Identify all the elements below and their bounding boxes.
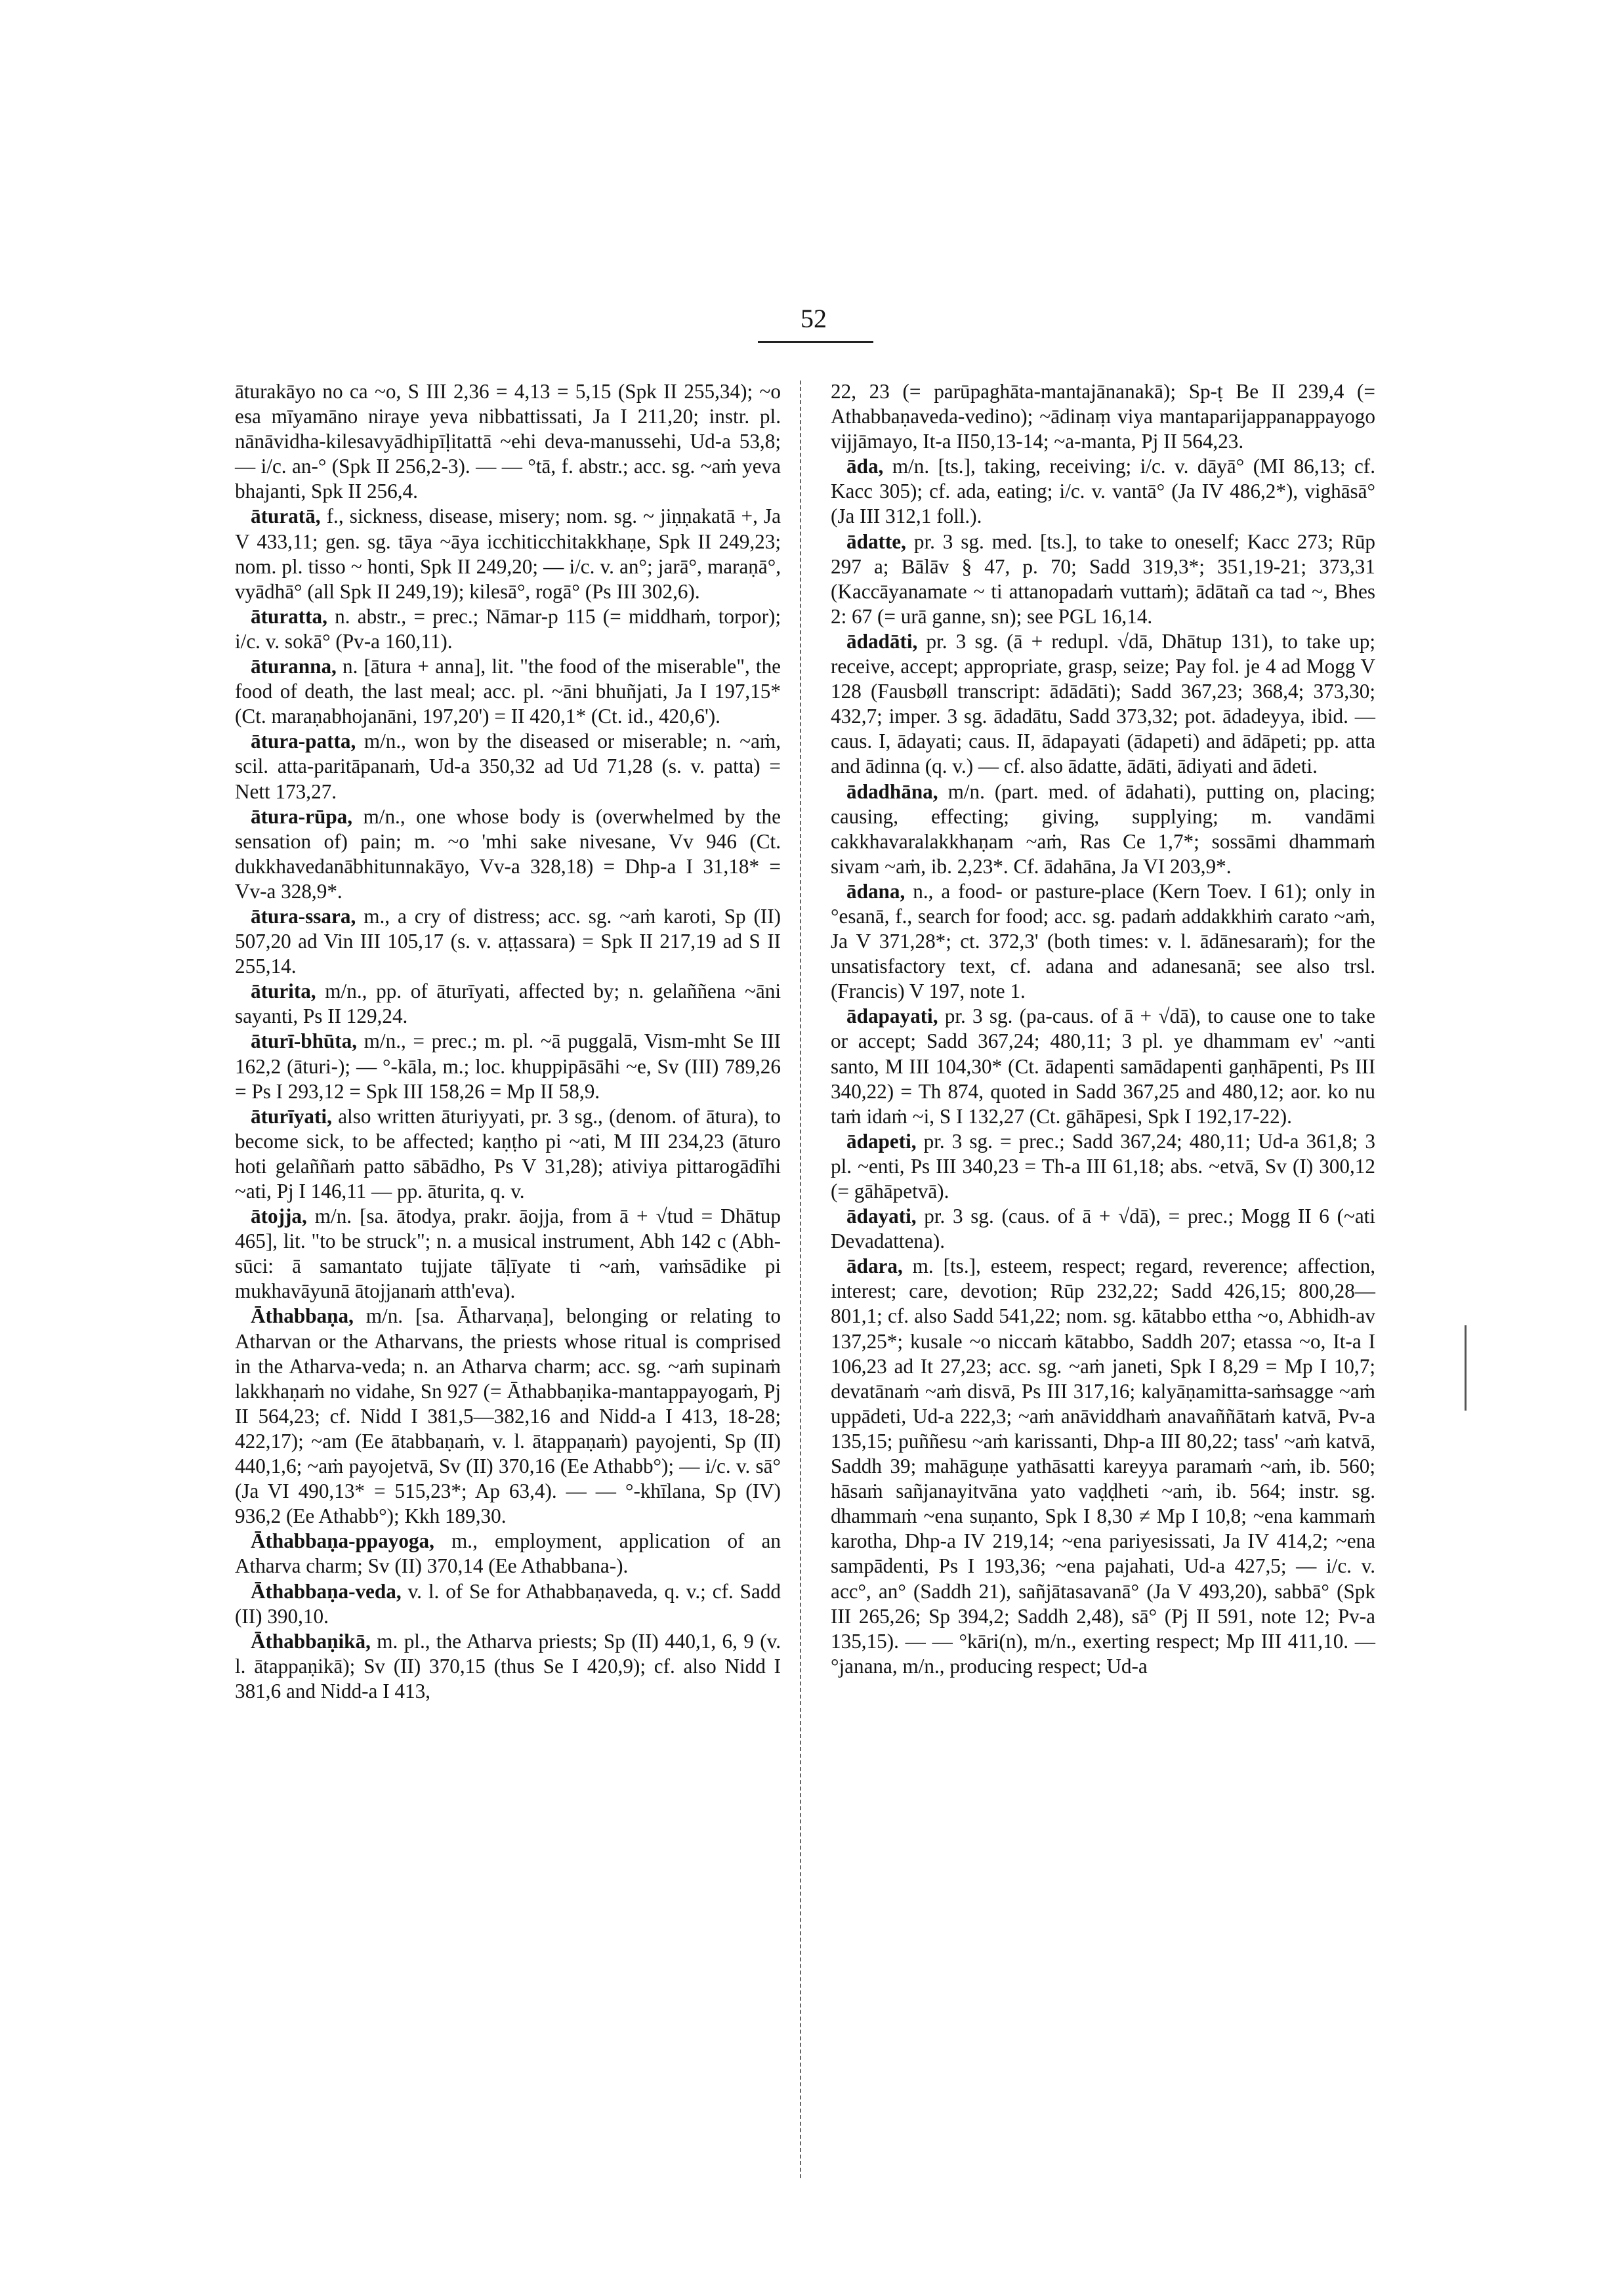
dictionary-entry bbox=[831, 529, 1375, 629]
entry-headword: ātura-rūpa, bbox=[251, 804, 353, 828]
entry-headword: ādayati, bbox=[846, 1205, 917, 1228]
entry-headword: āturīyati, bbox=[251, 1104, 332, 1128]
entry-text: m/n. [sa. ātodya, prakr. āojja, from ā + √tud = Dhātup 465], lit. "to be struck"; n. a musical instrument, Abh 142 c (Abh-sūci: ā samantato tujjate tāḷīyate ti ~aṁ, vaṁsādike pi mukhavāyunā ātojjanaṁ atth'eva). bbox=[235, 1205, 781, 1303]
dictionary-entry bbox=[235, 379, 781, 504]
entry-text: n., a food- or pasture-place (Kern Toev. I 61); only in °esanā, f., search for food; acc. sg. padaṁ addakkhiṁ carato ~aṁ, Ja V 371,28*; ct. 372,3' (both times: v. l. ādānesaraṁ); for the unsatisfactory text, cf. adana and adanesanā; see also trsl. (Francis) V 197, note 1. bbox=[831, 879, 1376, 1003]
page-number: 52 bbox=[801, 304, 827, 333]
dictionary-entry bbox=[235, 1629, 781, 1704]
left-column bbox=[235, 379, 781, 1704]
entry-headword: ādara, bbox=[846, 1254, 903, 1278]
right-column bbox=[831, 379, 1375, 1679]
dictionary-entry bbox=[235, 1204, 781, 1304]
dictionary-entry bbox=[235, 904, 781, 979]
dictionary-entry bbox=[831, 379, 1375, 454]
entry-text: also written āturiyyati, pr. 3 sg., (denom. of ātura), to become sick, to be affected; kaṇṭho pi ~ati, M III 234,23 (āturo hoti gelaññaṁ patto sābādho, Ps V 31,28); ativiya pittarogādīhi ~ati, Pj I 146,11 — pp. āturita, q. v. bbox=[235, 1104, 781, 1203]
entry-text: m. [ts.], esteem, respect; regard, reverence; affection, interest; care, devotion; Rūp 232,22; Sadd 426,15; 800,28—801,1; cf. also Sadd 541,22; nom. sg. kātabbo ettha ~o, Abhidh-av 137,25*; kusale ~o niccaṁ kātabbo, Saddh 207; etassa ~o, It-a I 106,23 ad It 27,23; acc. sg. ~aṁ janeti, Spk I 8,29 = Mp I 10,7; devatānaṁ ~aṁ disvā, Ps III 317,16; kalyāṇamitta-saṁsagge ~aṁ uppādeti, Ud-a 222,3; ~aṁ anāviddhaṁ anavaññātaṁ katvā, Pv-a 135,15; puññesu ~aṁ karissanti, Dhp-a III 80,22; tass' ~aṁ katvā, Saddh 39; mahāguṇe yathāsatti kareyya paramaṁ ~aṁ, ib. 560; hāsaṁ sañjanayitvāna yato vaḍḍheti ~aṁ, ib. 564; instr. sg. dhammaṁ ~ena suṇanto, Spk I 8,30 ≠ Mp I 10,8; ~ena kammaṁ karotha, Dhp-a IV 219,14; ~ena pariyesissati, Ja IV 414,2; ~ena sampādenti, Ps I 193,36; ~ena pajahati, Ud-a 427,5; — i/c. v. acc°, an° (Saddh 21), sañjātasavanā° (Ja V 493,20), sabbā° (Spk III 265,26; Sp 394,2; Saddh 2,48), sā° (Pj II 591, note 12; Pv-a 135,15). — — °kāri(n), m/n., exerting respect; Mp III 411,10. — °janana, m/n., producing respect; Ud-a bbox=[831, 1254, 1375, 1678]
entry-text: v. l. of Se for Athabbaṇaveda, q. v.; cf. Sadd (II) 390,10. bbox=[235, 1579, 781, 1628]
entry-text: m/n. (part. med. of ādahati), putting on, placing; causing, effecting; giving, supplying; m. vandāmi cakkhavaralakkhaṇam ~aṁ, Ras Ce 1,7*; sossāmi dhammaṁ sivam ~aṁ, ib. 2,23*. Cf. ādahāna, Ja VI 203,9*. bbox=[831, 779, 1376, 878]
dictionary-entry bbox=[831, 1129, 1375, 1204]
entry-headword: āturanna, bbox=[251, 655, 337, 678]
dictionary-entry bbox=[235, 804, 781, 904]
dictionary-entry bbox=[235, 1579, 781, 1629]
entry-headword: ātura-patta, bbox=[251, 730, 356, 753]
entry-text: pr. 3 sg. (caus. of ā + √dā), = prec.; Mogg II 6 (~ati Devadattena). bbox=[831, 1205, 1376, 1253]
entry-text: n. [ātura + anna], lit. "the food of the miserable", the food of death, the last meal; acc. pl. ~āni bhuñjati, Ja I 197,15* (Ct. maraṇabhojanāni, 197,20') = II 420,1* (Ct. id., 420,6'). bbox=[235, 655, 781, 728]
dictionary-entry bbox=[831, 454, 1375, 529]
entry-text: f., sickness, disease, misery; nom. sg. ~ jiṇṇakatā +, Ja V 433,11; gen. sg. tāya ~āya icchiticchitakkhaṇe, Spk II 249,23; nom. pl. tisso ~ honti, Spk II 249,20; — i/c. v. an°; jarā°, maraṇā°, vyādhā° (all Spk II 249,19); kilesā°, rogā° (Ps III 302,6). bbox=[235, 505, 781, 603]
dictionary-entry bbox=[235, 1029, 781, 1104]
entry-text: m/n. [ts.], taking, receiving; i/c. v. dāyā° (MI 86,13; cf. Kacc 305); cf. ada, eating; i/c. v. vantā° (Ja IV 486,2*), vighāsā° (Ja III 312,1 foll.). bbox=[831, 455, 1375, 528]
entry-headword: Āthabbaṇikā, bbox=[251, 1629, 371, 1653]
entry-headword: āda, bbox=[846, 455, 884, 478]
entry-headword: āturī-bhūta, bbox=[251, 1029, 358, 1053]
entry-headword: āturatā, bbox=[251, 505, 321, 528]
entry-text: m., employment, application of an Atharva charm; Sv (II) 370,14 (Ee Athabbana-). bbox=[235, 1529, 781, 1578]
entry-text: pr. 3 sg. med. [ts.], to take to oneself; Kacc 273; Rūp 297 a; Bālāv § 47, p. 70; Sadd 319,3*; 351,19-21; 373,31 (Kaccāyanamate ~ ti attanopadaṁ vuttaṁ); ādātañ ca tad ~, Bhes 2: 67 (= urā ganne, sn); see PGL 16,14. bbox=[831, 529, 1376, 628]
entry-text: āturakāyo no ca ~o, S III 2,36 = 4,13 = 5,15 (Spk II 255,34); ~o esa mīyamāno niraye yeva nibbattissati, Ja I 211,20; instr. pl. nānāvidha-kilesavyādhipīḷitattā ~ehi deva-manussehi, Ud-a 53,8; — i/c. an-° (Spk II 256,2-3). — — °tā, f. abstr.; acc. sg. ~aṁ yeva bhajanti, Spk II 256,4. bbox=[235, 380, 781, 503]
margin-line bbox=[1465, 1325, 1467, 1411]
dictionary-entry bbox=[831, 779, 1375, 879]
entry-headword: ātojja, bbox=[251, 1205, 307, 1228]
entry-headword: ādana, bbox=[846, 879, 906, 903]
entry-headword: ādatte, bbox=[846, 529, 906, 553]
entry-text: m/n., pp. of āturīyati, affected by; n. gelaññena ~āni sayanti, Ps II 129,24. bbox=[235, 980, 781, 1028]
entry-headword: ādadāti, bbox=[846, 629, 918, 653]
entry-headword: āturita, bbox=[251, 980, 316, 1003]
dictionary-entry bbox=[235, 1104, 781, 1204]
entry-text: m/n., one whose body is (overwhelmed by the sensation of) pain; m. ~o 'mhi sake nivesane, Vv 946 (Ct. dukkhavedanābhitunnakāyo, Vv-a 328,18) = Dhp-a I 31,18* = Vv-a 328,9*. bbox=[235, 804, 781, 903]
entry-headword: ādapayati, bbox=[846, 1004, 938, 1028]
dictionary-entry bbox=[831, 879, 1375, 1004]
entry-headword: Āthabbaṇa-ppayoga, bbox=[251, 1529, 434, 1553]
dictionary-entry bbox=[831, 1254, 1375, 1679]
dictionary-entry bbox=[235, 504, 781, 604]
dictionary-entry bbox=[235, 1304, 781, 1529]
dictionary-entry bbox=[235, 654, 781, 729]
entry-text: m/n., = prec.; m. pl. ~ā puggalā, Vism-mht Se III 162,2 (āturi-); — °-kāla, m.; loc. khuppipāsāhi ~e, Sv (III) 789,26 = Ps I 293,12 = Spk III 158,26 = Mp II 58,9. bbox=[235, 1029, 781, 1103]
entry-headword: ātura-ssara, bbox=[251, 904, 356, 928]
entry-headword: ādapeti, bbox=[846, 1129, 917, 1153]
entry-text: pr. 3 sg. = prec.; Sadd 367,24; 480,11; Ud-a 361,8; 3 pl. ~enti, Ps III 340,23 = Th-a III 61,18; abs. ~etvā, Sv (I) 300,12 (= gāhāpetvā). bbox=[831, 1129, 1375, 1203]
column-divider bbox=[800, 381, 801, 2178]
entry-text: m. pl., the Atharva priests; Sp (II) 440,1, 6, 9 (v. l. ātappaṇikā); Sv (II) 370,15 (thus Se I 420,9); cf. also Nidd I 381,6 and Nidd-a I 413, bbox=[235, 1629, 781, 1703]
entry-text: m., a cry of distress; acc. sg. ~aṁ karoti, Sp (II) 507,20 ad Vin III 105,17 (s. v. aṭṭassara) = Spk II 217,19 ad S II 255,14. bbox=[235, 904, 781, 978]
dictionary-entry bbox=[235, 1529, 781, 1579]
entry-text: m/n. [sa. Ātharvaṇa], belonging or relating to Atharvan or the Atharvans, the priests whose ritual is comprised in the Atharva-veda; n. an Atharva charm; acc. sg. ~aṁ supinaṁ lakkhaṇaṁ no vidahe, Sn 927 (= Āthabbaṇika-mantappayogaṁ, Pj II 564,23; cf. Nidd I 381,5—382,16 and Nidd-a I 413, 18-28; 422,17); ~am (Ee ātabbaṇaṁ, v. l. ātappaṇaṁ) payojenti, Sp (II) 440,1,6; ~aṁ payojetvā, Sv (II) 370,16 (Ee Athabb°); — i/c. v. sā° (Ja VI 490,13* = 515,23*; Ap 63,4). — — °-khīlana, Sp (IV) 936,2 (Ee Athabb°); Kkh 189,30. bbox=[235, 1304, 781, 1528]
entry-headword: āturatta, bbox=[251, 604, 327, 628]
entry-headword: ādadhāna, bbox=[846, 779, 938, 803]
entry-text: n. abstr., = prec.; Nāmar-p 115 (= middhaṁ, torpor); i/c. v. sokā° (Pv-a 160,11). bbox=[235, 604, 781, 653]
dictionary-entry bbox=[831, 629, 1375, 779]
entry-headword: Āthabbaṇa, bbox=[251, 1304, 354, 1328]
entry-text: 22, 23 (= parūpaghāta-mantajānanakā); Sp-ṭ Be II 239,4 (= Athabbaṇaveda-vedino); ~ādinaṃ viya mantaparijappanappayogo vijjāmayo, It-a II50,13-14; ~a-manta, Pj II 564,23. bbox=[831, 380, 1375, 453]
header-rule bbox=[758, 341, 873, 343]
dictionary-entry bbox=[831, 1204, 1375, 1254]
dictionary-entry bbox=[235, 729, 781, 804]
dictionary-entry bbox=[235, 979, 781, 1029]
entry-text: m/n., won by the diseased or miserable; n. ~aṁ, scil. atta-paritāpanaṁ, Ud-a 350,32 ad Ud 71,28 (s. v. patta) = Nett 173,27. bbox=[235, 730, 781, 803]
entry-text: pr. 3 sg. (pa-caus. of ā + √dā), to cause one to take or accept; Sadd 367,24; 480,11; 3 pl. ye dhammam ev' ~anti santo, M III 104,30* (Ct. ādapenti samādapenti gaṇhāpenti, Ps III 340,22) = Th 874, quoted in Sadd 367,25 and 480,12; aor. ko nu taṁ idaṁ ~i, S I 132,27 (Ct. gāhāpesi, Spk I 192,17-22). bbox=[831, 1004, 1375, 1128]
entry-text: pr. 3 sg. (ā + redupl. √dā, Dhātup 131), to take up; receive, accept; appropriate, grasp, seize; Pay fol. je 4 ad Mogg V 128 (Fausbøll transcript: ādādāti); Sadd 367,23; 368,4; 373,30; 432,7; imper. 3 sg. ādadātu, Sadd 373,32; pot. ādadeyya, ibid. — caus. I, ādayati; caus. II, ādapayati (ādapeti) and ādāpeti; pp. atta and ādinna (q. v.) — cf. also ādatte, ādāti, ādiyati and ādeti. bbox=[831, 629, 1375, 778]
dictionary-entry bbox=[235, 604, 781, 654]
entry-headword: Āthabbaṇa-veda, bbox=[251, 1579, 402, 1603]
dictionary-entry bbox=[831, 1004, 1375, 1128]
